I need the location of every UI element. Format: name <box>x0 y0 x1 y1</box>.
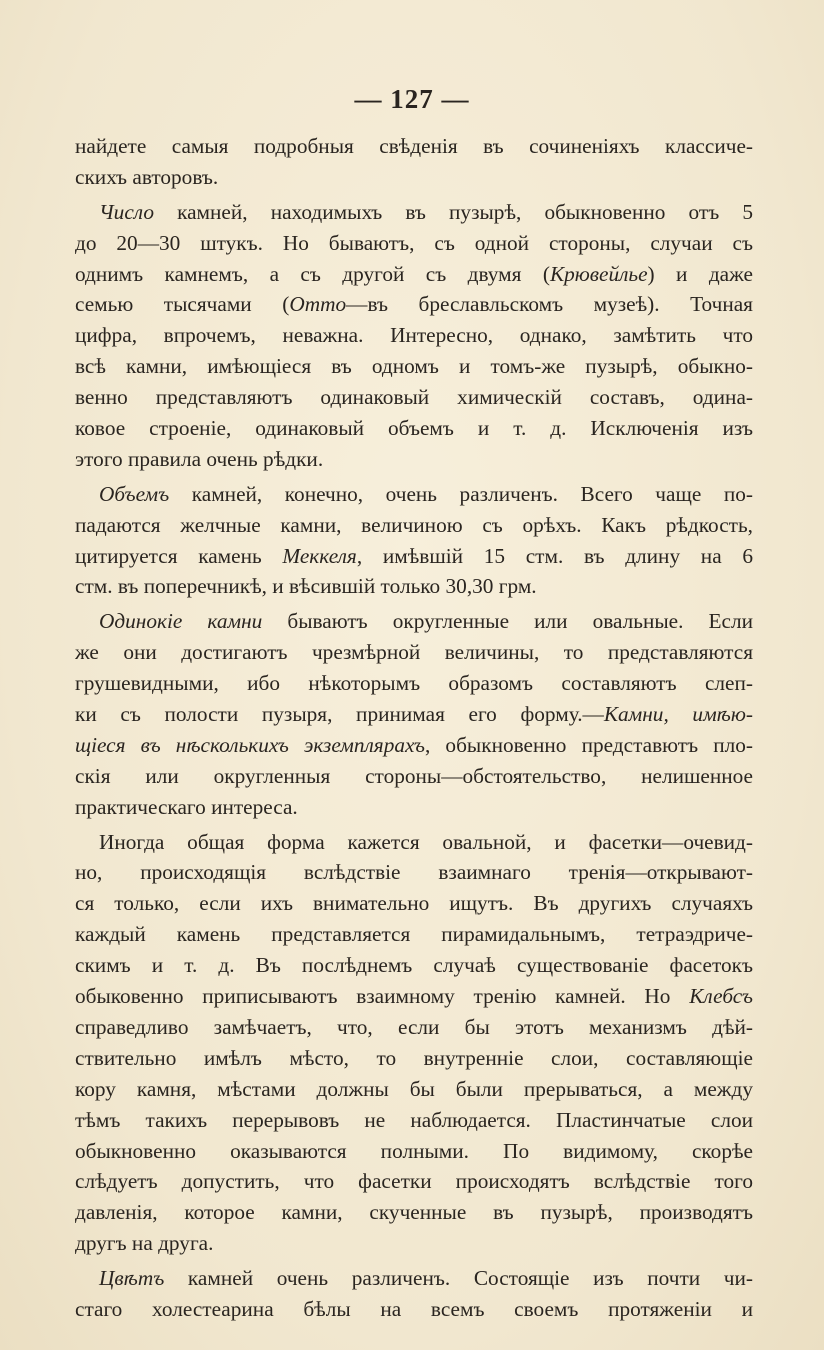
text-line <box>75 1294 753 1325</box>
italic-run: Отто <box>289 292 347 317</box>
italic-run: Меккеля <box>282 543 357 568</box>
text-run: всѣ камни, имѣющіеся въ одномъ и томъ-же пузырѣ, обыкно- <box>75 354 753 379</box>
text-run: каждый камень представляется пирамидальнымъ, тетраэдриче- <box>75 922 753 947</box>
italic-run: Цвѣтъ <box>99 1266 165 1291</box>
text-line <box>75 981 753 1012</box>
text-line <box>75 1105 753 1136</box>
text-run: до 20—30 штукъ. Но бываютъ, съ одной стороны, случаи съ <box>75 230 753 255</box>
text-line <box>75 606 753 637</box>
text-run: , имѣвшій 15 стм. въ длину на 6 <box>356 543 753 568</box>
text-line <box>75 571 753 602</box>
italic-run: Крювейлье <box>549 261 648 286</box>
text-line <box>75 668 753 699</box>
italic-run: Объемъ <box>99 481 170 506</box>
text-run: цитируется камень <box>75 543 283 568</box>
text-line <box>75 197 753 228</box>
text-line <box>75 131 753 162</box>
text-line <box>75 444 753 475</box>
text-run: обыкновенно оказываются полными. По видимому, скорѣе <box>75 1138 753 1163</box>
text-run: Иногда общая форма кажется овальной, и фасетки—очевид- <box>99 829 753 854</box>
text-line <box>75 1043 753 1074</box>
paragraph <box>75 479 753 603</box>
text-line <box>75 730 753 761</box>
text-run: грушевидными, ибо нѣкоторымъ образомъ составляютъ слеп- <box>75 671 753 696</box>
text-run: камней, находимыхъ въ пузырѣ, обыкновенно отъ 5 <box>153 199 753 224</box>
text-line <box>75 827 753 858</box>
text-line <box>75 413 753 444</box>
text-run: тѣмъ такихъ перерывовъ не наблюдается. Пластинчатые слои <box>75 1107 753 1132</box>
text-run: ся только, если ихъ внимательно ищутъ. Въ другихъ случаяхъ <box>75 891 753 916</box>
text-run: стм. въ поперечникѣ, и вѣсившій только 30,30 грм. <box>75 574 537 599</box>
italic-run: Число <box>99 199 154 224</box>
text-run: ствительно имѣлъ мѣсто, то внутренніе слои, составляющіе <box>75 1045 753 1070</box>
text-line <box>75 1197 753 1228</box>
text-line <box>75 919 753 950</box>
text-run: справедливо замѣчаетъ, что, если бы этотъ механизмъ дѣй- <box>75 1014 753 1039</box>
text-line <box>75 888 753 919</box>
text-line <box>75 637 753 668</box>
text-line <box>75 382 753 413</box>
paragraph <box>75 606 753 822</box>
text-run: —въ бреславльскомъ музеѣ). Точная <box>346 292 753 317</box>
text-run: ковое строеніе, одинаковый объемъ и т. д. Исключенія изъ <box>75 416 753 441</box>
text-run: ки съ полости пузыря, принимая его форму.— <box>75 702 604 727</box>
text-run: стаго холестеарина бѣлы на всемъ своемъ протяженіи и <box>75 1296 753 1321</box>
text-run: камней, конечно, очень различенъ. Всего чаще по- <box>169 481 753 506</box>
text-line <box>75 289 753 320</box>
text-run: семью тысячами ( <box>75 292 290 317</box>
text-line <box>75 541 753 572</box>
text-line <box>75 1074 753 1105</box>
text-line <box>75 857 753 888</box>
text-run: же они достигаютъ чрезмѣрной величины, то представляются <box>75 640 753 665</box>
paragraph <box>75 131 753 193</box>
text-line <box>75 1228 753 1259</box>
text-run: ) и даже <box>647 261 753 286</box>
text-line <box>75 1136 753 1167</box>
text-line <box>75 228 753 259</box>
paragraph <box>75 827 753 1259</box>
text-line <box>75 761 753 792</box>
text-line <box>75 699 753 730</box>
text-run: практическаго интереса. <box>75 794 298 819</box>
paragraph <box>75 197 753 475</box>
text-run: давленія, которое камни, скученные въ пузырѣ, производятъ <box>75 1200 753 1225</box>
italic-run: Камни, имѣю- <box>603 702 753 727</box>
text-run: другъ на друга. <box>75 1231 214 1256</box>
text-line <box>75 1263 753 1294</box>
paragraph <box>75 1263 753 1325</box>
text-run: но, происходящія вслѣдствіе взаимнаго тренія—открывают- <box>75 860 753 885</box>
text-run: скихъ авторовъ. <box>75 164 219 189</box>
text-line <box>75 259 753 290</box>
text-line <box>75 162 753 193</box>
text-run: венно представляютъ одинаковый химическій составъ, одина- <box>75 385 753 410</box>
italic-run: Одинокіе камни <box>99 609 263 634</box>
text-run: камней очень различенъ. Состоящіе изъ почти чи- <box>164 1266 753 1291</box>
text-run: найдете самыя подробныя свѣденія въ сочиненіяхъ классиче- <box>75 134 753 158</box>
text-run: , обыкновенно представютъ пло- <box>424 732 753 757</box>
text-line <box>75 792 753 823</box>
text-run: обыковенно приписываютъ взаимному тренію камней. Но <box>75 984 690 1009</box>
text-run: цифра, впрочемъ, неважна. Интересно, однако, замѣтить что <box>75 323 753 348</box>
text-run: кору камня, мѣстами должны бы были прерываться, а между <box>75 1076 753 1101</box>
text-line <box>75 479 753 510</box>
text-run: бываютъ округленные или овальные. Если <box>262 609 753 634</box>
text-run: этого правила очень рѣдки. <box>75 446 324 471</box>
body-text <box>75 131 753 1325</box>
text-run: слѣдуетъ допустить, что фасетки происходятъ вслѣдствіе того <box>75 1169 753 1194</box>
text-line <box>75 950 753 981</box>
text-run: скимъ и т. д. Въ послѣднемъ случаѣ существованіе фасетокъ <box>75 953 753 978</box>
italic-run: Клебсъ <box>689 984 753 1009</box>
text-line <box>75 1166 753 1197</box>
text-run: однимъ камнемъ, а съ другой съ двумя ( <box>75 261 550 286</box>
text-run: скія или округленныя стороны—обстоятельство, нелишенное <box>75 763 753 788</box>
text-run: падаются желчные камни, величиною съ орѣхъ. Какъ рѣдкость, <box>75 512 753 537</box>
text-line <box>75 1012 753 1043</box>
text-line <box>75 351 753 382</box>
text-line <box>75 320 753 351</box>
text-line <box>75 510 753 541</box>
page-number: — 127 — <box>354 84 470 114</box>
italic-run: щіеся въ нѣсколькихъ экземплярахъ <box>75 732 425 757</box>
